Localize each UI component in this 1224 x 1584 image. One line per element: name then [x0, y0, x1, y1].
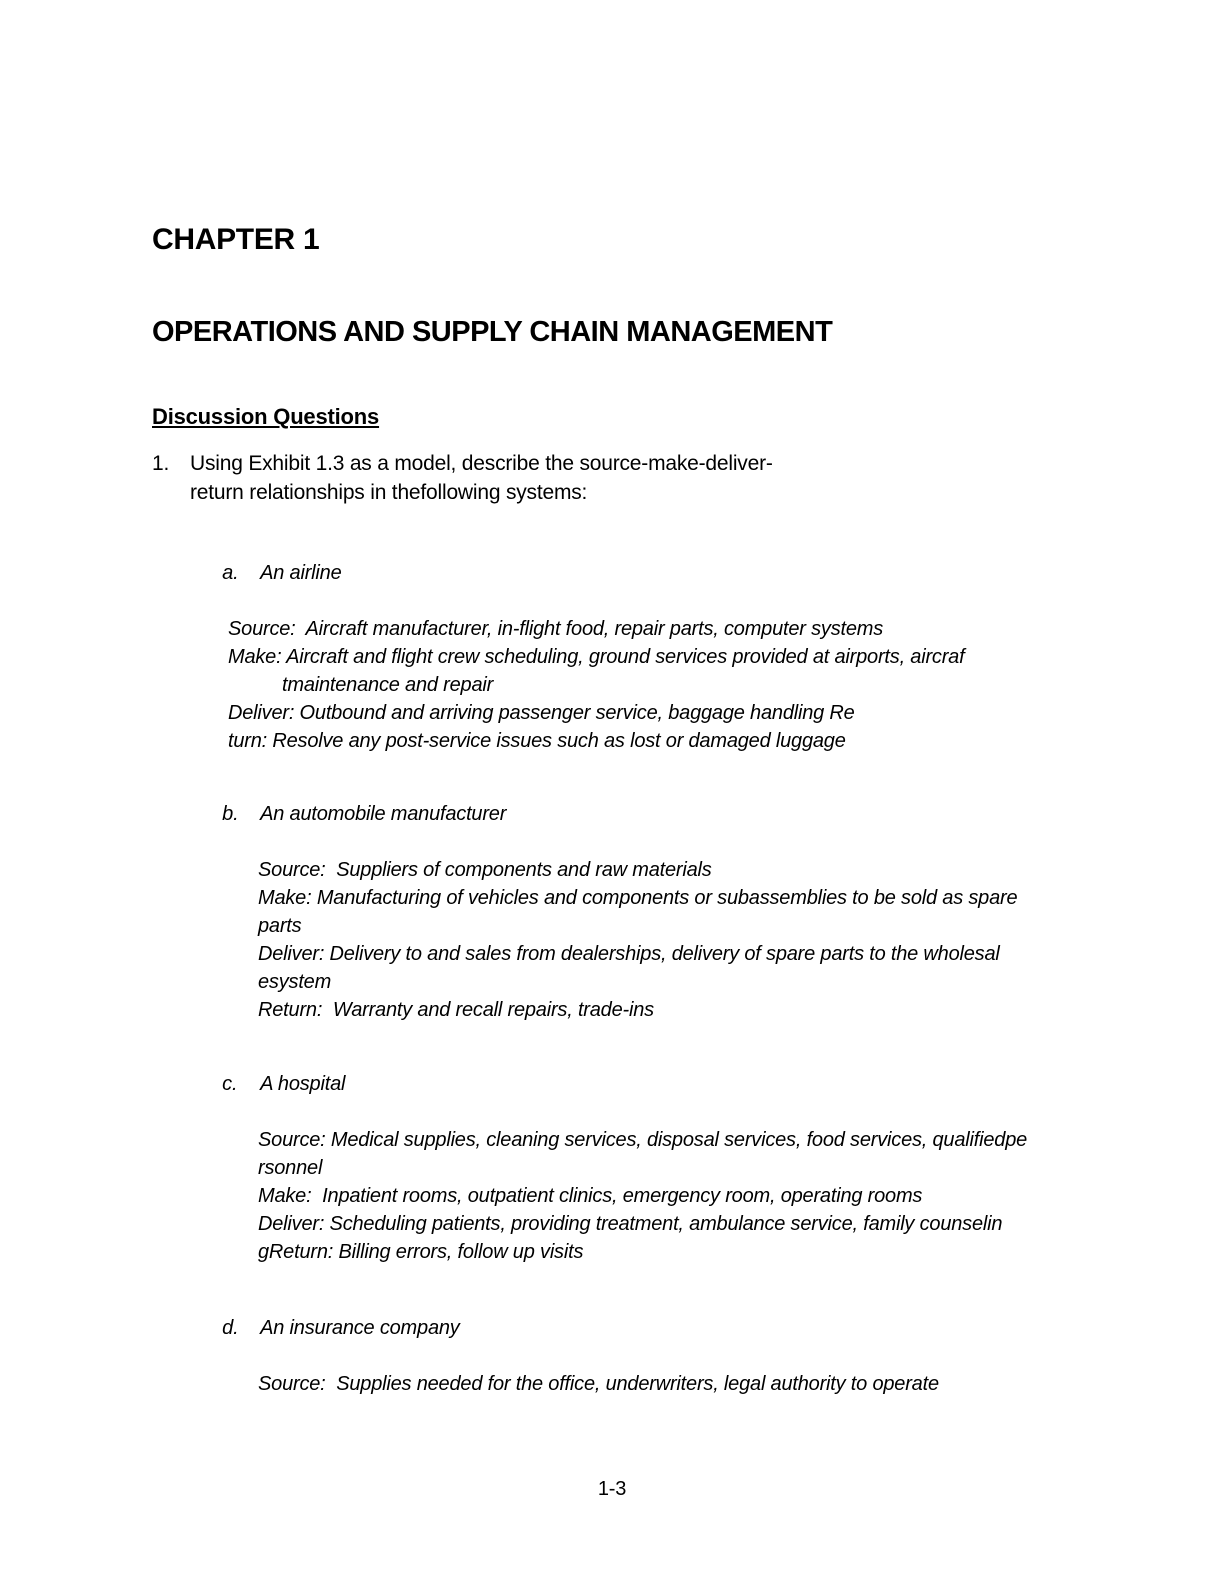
item-line: Source: Suppliers of components and raw materials	[258, 859, 712, 881]
item-line: Deliver: Outbound and arriving passenger service, baggage handling Re	[228, 702, 855, 724]
item-title: An automobile manufacturer	[260, 803, 507, 825]
item-body	[258, 1126, 1084, 1266]
document-title: OPERATIONS AND SUPPLY CHAIN MANAGEMENT	[152, 316, 833, 348]
item-line: turn: Resolve any post-service issues such as lost or damaged luggage	[228, 730, 846, 752]
item-line: Make: Aircraft and flight crew scheduling, ground services provided at airports, aircraf	[228, 646, 965, 668]
item-body	[228, 615, 1084, 755]
item-line: parts	[258, 915, 302, 937]
item-line: Source: Medical supplies, cleaning services, disposal services, food services, qualifiedpe	[258, 1129, 1028, 1151]
item-line: Return: Warranty and recall repairs, trade-ins	[258, 999, 654, 1021]
item-label: c.	[222, 1073, 238, 1095]
chapter-heading: CHAPTER 1	[152, 223, 320, 256]
item-title: A hospital	[260, 1073, 346, 1095]
item-heading	[190, 531, 1084, 615]
item-heading	[190, 1042, 1084, 1126]
item-line: Source: Aircraft manufacturer, in-flight food, repair parts, computer systems	[228, 618, 884, 640]
list-item-automobile	[152, 772, 1084, 1024]
item-label: d.	[222, 1317, 239, 1339]
item-line: gReturn: Billing errors, follow up visits	[258, 1241, 584, 1263]
list-item-insurance	[152, 1286, 1084, 1398]
item-line: esystem	[258, 971, 332, 993]
question-1	[152, 449, 1084, 507]
item-line: Deliver: Scheduling patients, providing treatment, ambulance service, family counselin	[258, 1213, 1003, 1235]
item-line: rsonnel	[258, 1157, 323, 1179]
item-line: Deliver: Delivery to and sales from dealerships, delivery of spare parts to the wholesal	[258, 943, 1000, 965]
question-line: return relationships in thefollowing systems:	[190, 481, 588, 504]
item-line: Make: Inpatient rooms, outpatient clinics, emergency room, operating rooms	[258, 1185, 923, 1207]
item-heading	[190, 772, 1084, 856]
question-text	[190, 449, 773, 507]
question-line: Using Exhibit 1.3 as a model, describe the source-make-deliver-	[190, 452, 773, 475]
item-title: An airline	[260, 562, 342, 584]
item-line: Source: Supplies needed for the office, underwriters, legal authority to operate	[258, 1373, 939, 1395]
section-heading: Discussion Questions	[152, 404, 380, 429]
page-number: 1-3	[597, 1478, 627, 1500]
item-line: tmaintenance and repair	[282, 674, 494, 696]
question-number: 1.	[152, 452, 170, 475]
item-body	[258, 1370, 1084, 1398]
list-item-hospital	[152, 1042, 1084, 1266]
item-title: An insurance company	[260, 1317, 460, 1339]
item-body	[258, 856, 1084, 1024]
item-label: b.	[222, 803, 239, 825]
item-line: Make: Manufacturing of vehicles and components or subassemblies to be sold as spare	[258, 887, 1018, 909]
item-heading	[190, 1286, 1084, 1370]
item-label: a.	[222, 562, 239, 584]
list-item-airline	[152, 531, 1084, 755]
